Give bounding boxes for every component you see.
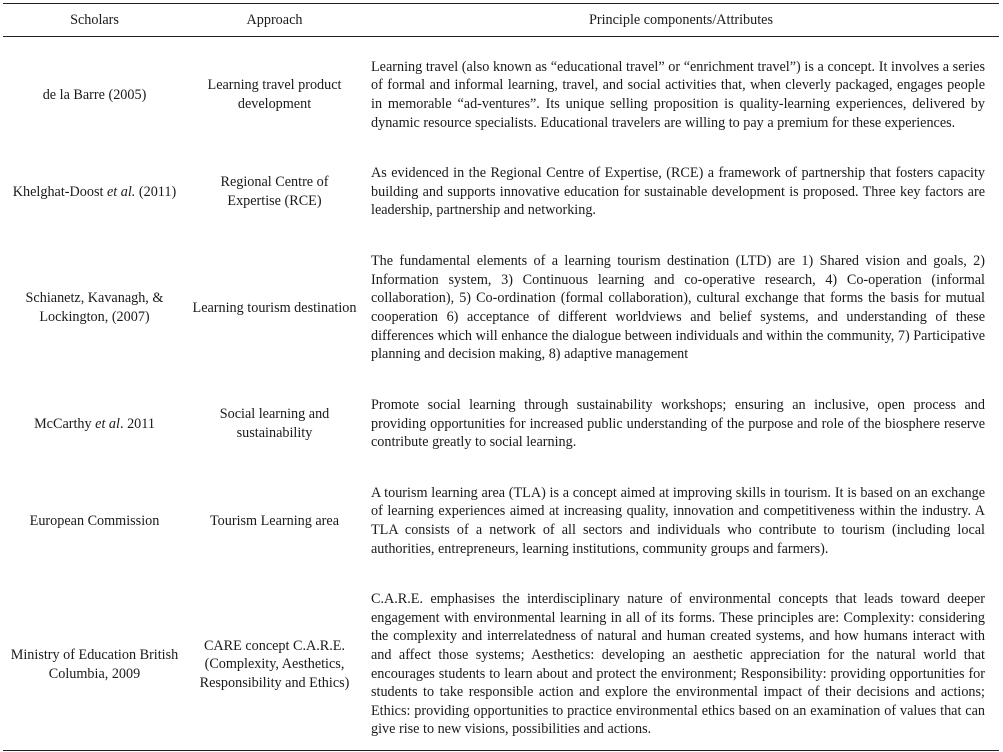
scholar-cell (3, 579, 186, 751)
table-row (3, 153, 999, 231)
description-cell: Learning travel (also known as “educational travel” or “enrichment travel”) is a concept. It involves a series of formal and informal learning, travel, and social activities that, when cleverly packaged, engages people in memorable “ad-ventures”. Its unique selling proposition is quality-learning experiences, delivered by dynamic resource specialists. Educational travelers are willing to pay a premium for these experiences. (371, 58, 985, 131)
scholar-cell (3, 385, 186, 463)
scholar-text: Schianetz, Kavanagh, & Lockington, (2007) (25, 290, 164, 325)
description-cell: The fundamental elements of a learning tourism destination (LTD) are 1) Shared vision and goals, 2) Information system, 3) Continuous learning and co-operative research, 4) Co-operation (informal collaboration), 5) Co-ordination (formal collaboration), cultural exchange that forms the basis for mutual cooperation 6) acceptance of different worldviews and belief systems, and understanding of these differences which will enhance the dialogue between individuals and within the community, 7) Participative planning and decision making, 8) adaptive management (371, 253, 985, 363)
scholar-text: Khelghat-Doost (12, 183, 107, 200)
scholar-text: de la Barre (2005) (42, 86, 147, 103)
approach-cell: Social learning and sustainability (219, 406, 330, 441)
table-row (3, 385, 999, 463)
approach-cell: Learning tourism destination (192, 299, 357, 316)
table-row (3, 37, 999, 154)
scholar-cell (3, 463, 186, 579)
header-components: Principle components/Attributes (363, 4, 999, 37)
scholar-text: McCarthy (34, 415, 96, 432)
approach-cell: CARE concept C.A.R.E. (Complexity, Aesthetics, Responsibility and Ethics) (186, 579, 363, 751)
scholar-suffix: . 2011 (119, 415, 155, 432)
scholar-text: Ministry of Education British Columbia, 2009 (10, 646, 179, 682)
approach-cell: Tourism Learning area (209, 512, 339, 529)
description-cell: C.A.R.E. emphasises the interdisciplinary nature of environmental concepts that leads toward deeper engagement with environmental learning in all of its forms. These principles are: Complexity: considering the complexity and interrelatedness of natural and human created systems, and how humans interact with and affect those systems; Aesthetics: developing an aesthetic appreciation for the natural world that encourages students to learn about and protect the environment; Responsibility: providing opportunities for students to take responsible action and explore the environmental impact of their decisions and actions; Ethics: providing opportunities to practice environmental ethics based on an examination of values that can give rise to new visions, possibilities and actions. (363, 579, 999, 751)
table-row (3, 463, 999, 579)
description-cell: Promote social learning through sustainability workshops; ensuring an inclusive, open process and providing opportunities for increased public understanding of the purpose and role of the biosphere reserve contribute greatly to social learning. (371, 397, 985, 451)
table-row (3, 579, 999, 751)
header-scholars: Scholars (3, 4, 186, 37)
scholar-cell (3, 153, 186, 231)
header-row (3, 4, 999, 37)
scholar-italic: et al. (106, 183, 136, 200)
scholar-cell (3, 231, 186, 385)
description-cell: A tourism learning area (TLA) is a concept aimed at improving skills in tourism. It is based on an exchange of learning experiences aimed at increasing quality, innovation and competitiveness within the industry. A TLA consists of a network of all sectors and individuals who contribute to tourism (including local authorities, entrepreneurs, learning institutions, community groups and farmers). (371, 484, 985, 557)
description-cell: As evidenced in the Regional Centre of Expertise, (RCE) a framework of partnership that fosters capacity building and supports innovative education for sustainable development is proposed. Three key factors are leadership, partnership and networking. (371, 165, 985, 219)
table-row (3, 231, 999, 385)
approach-cell: Learning travel product development (207, 77, 342, 112)
header-approach: Approach (186, 4, 363, 37)
scholar-text: European Commission (29, 512, 160, 529)
scholar-cell (3, 37, 186, 154)
scholar-italic: et al (95, 415, 120, 432)
scholars-table (3, 3, 999, 751)
scholar-suffix: (2011) (135, 183, 177, 200)
approach-cell: Regional Centre of Expertise (RCE) (220, 174, 329, 209)
